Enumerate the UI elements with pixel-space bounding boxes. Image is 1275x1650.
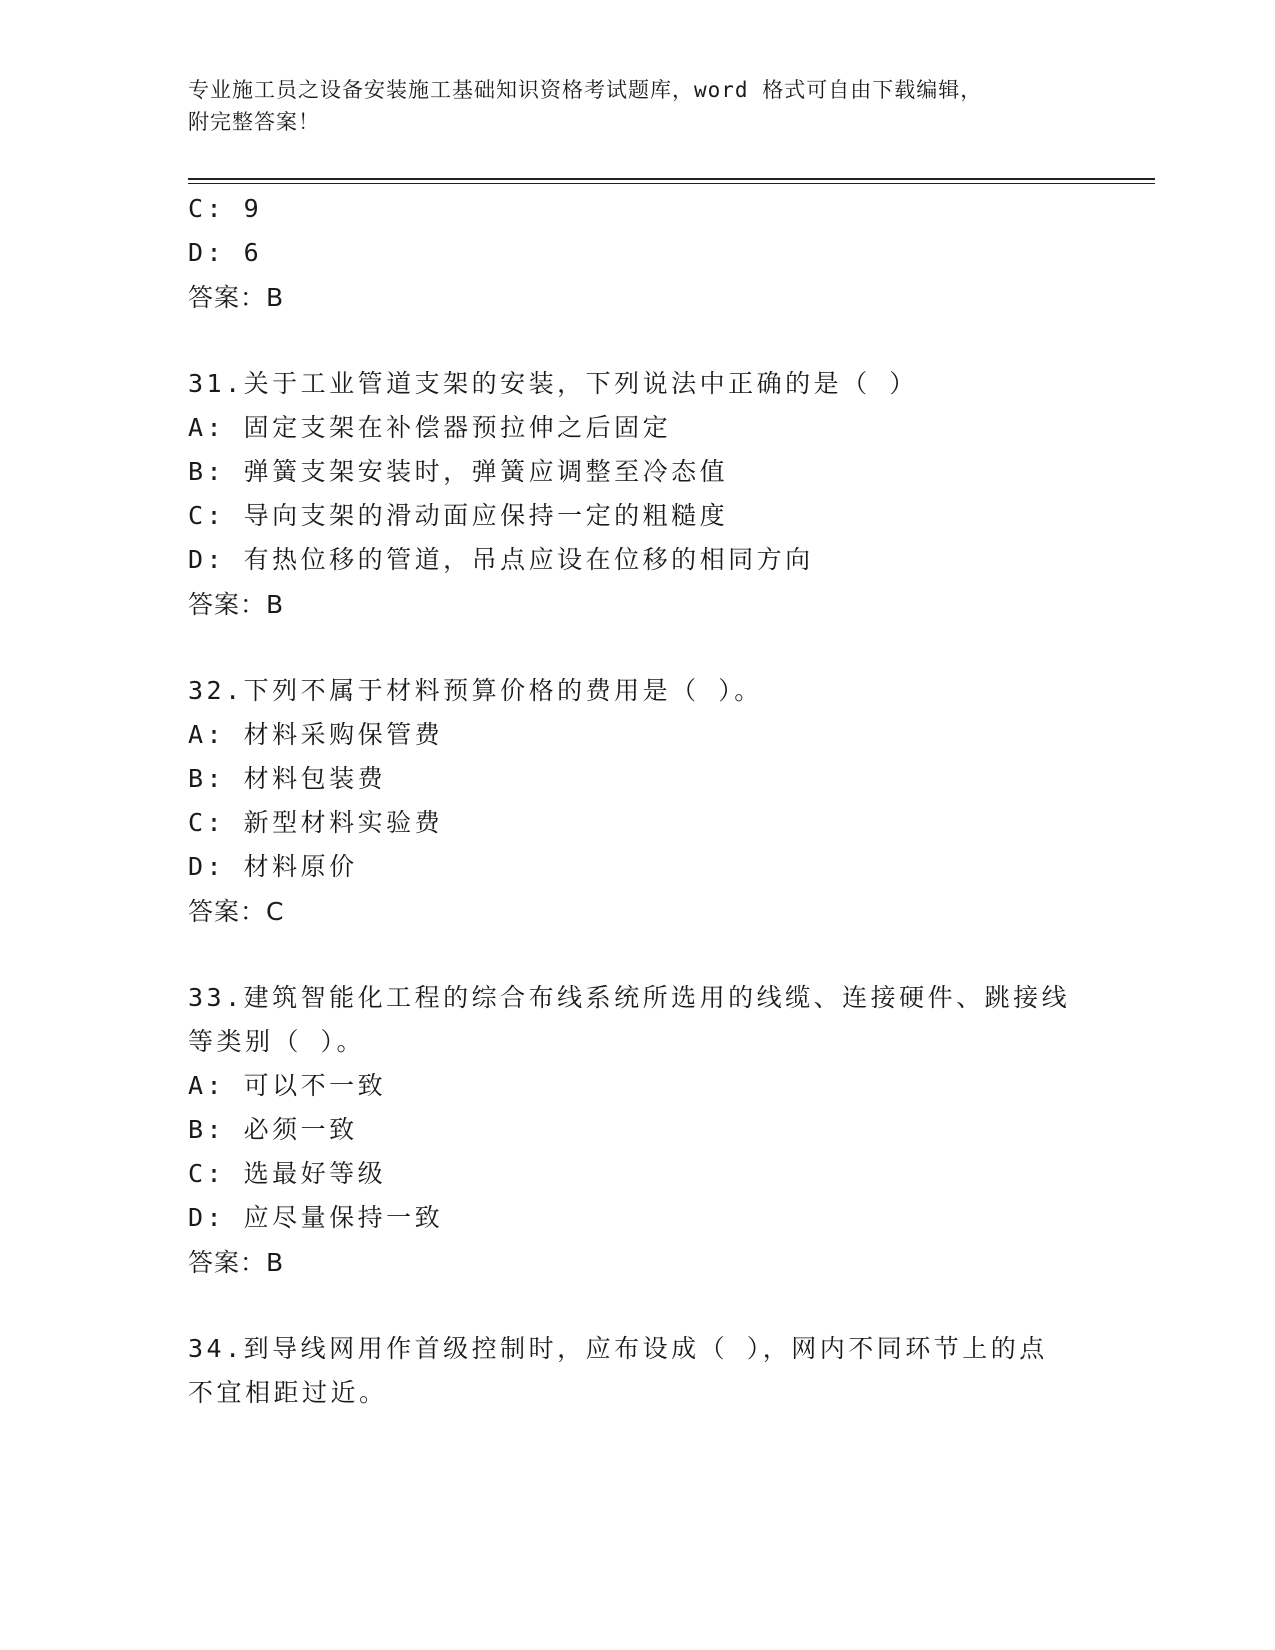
q31-option-d: D: 有热位移的管道，吊点应设在位移的相同方向 <box>188 545 814 574</box>
q33-option-c: C: 选最好等级 <box>188 1159 387 1188</box>
q32-question: 32.下列不属于材料预算价格的费用是（ ）。 <box>188 676 763 705</box>
q31-option-c: C: 导向支架的滑动面应保持一定的粗糙度 <box>188 501 729 530</box>
q31-option-b: B: 弹簧支架安装时，弹簧应调整至冷态值 <box>188 457 729 486</box>
q33-option-a: A: 可以不一致 <box>188 1071 387 1100</box>
q33-question-line2: 等类别（ ）。 <box>188 1027 366 1056</box>
q31-answer: 答案：B <box>188 590 285 619</box>
q32-option-b: B: 材料包装费 <box>188 764 387 793</box>
q33-question-line1: 33.建筑智能化工程的综合布线系统所选用的线缆、连接硬件、跳接线 <box>188 983 1071 1012</box>
header-divider-thick <box>188 178 1155 180</box>
q33-option-d: D: 应尽量保持一致 <box>188 1203 444 1232</box>
q34-question-line1: 34.到导线网用作首级控制时，应布设成（ ），网内不同环节上的点 <box>188 1334 1048 1363</box>
q33-option-b: B: 必须一致 <box>188 1115 358 1144</box>
q32-option-c: C: 新型材料实验费 <box>188 808 444 837</box>
q34-question-line2: 不宜相距过近。 <box>188 1378 388 1407</box>
q33-answer: 答案：B <box>188 1248 285 1277</box>
q32-answer: 答案：C <box>188 897 285 926</box>
q32-option-a: A: 材料采购保管费 <box>188 720 444 749</box>
header-title-line1: 专业施工员之设备安装施工基础知识资格考试题库，word 格式可自由下载编辑， <box>188 78 983 102</box>
q30-option-c: C: 9 <box>188 194 263 223</box>
q31-option-a: A: 固定支架在补偿器预拉伸之后固定 <box>188 413 672 442</box>
header-title-line2: 附完整答案！ <box>188 110 320 134</box>
q30-answer: 答案：B <box>188 283 285 312</box>
header-divider-thin <box>188 183 1155 184</box>
document-header <box>188 74 1088 138</box>
q32-option-d: D: 材料原价 <box>188 852 358 881</box>
q31-question: 31.关于工业管道支架的安装，下列说法中正确的是（ ） <box>188 369 918 398</box>
q30-option-d: D: 6 <box>188 238 263 267</box>
